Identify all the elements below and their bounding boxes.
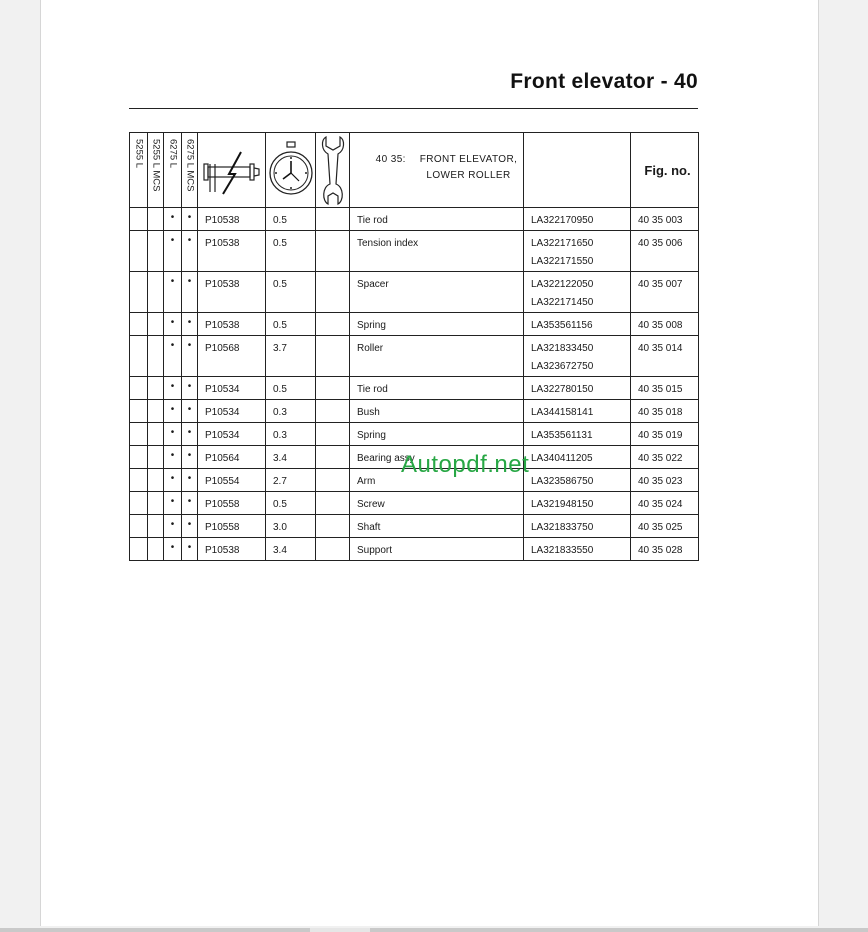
part-number: LA344158141 <box>531 407 594 418</box>
wrench-cell <box>316 538 350 561</box>
fig-number: 40 35 028 <box>631 538 699 561</box>
model-cell-6275-l: • <box>164 515 182 538</box>
model-cell-6275-l-mcs: • <box>182 377 198 400</box>
part-number: LA321833550 <box>531 545 594 556</box>
table-row <box>130 336 699 377</box>
model-cell-6275-l: • <box>164 469 182 492</box>
labour-time: 0.3 <box>266 400 316 423</box>
model-cell-5255-l <box>130 313 148 336</box>
labour-time: 3.4 <box>266 538 316 561</box>
model-cell-6275-l-mcs: • <box>182 208 198 231</box>
model-cell-5255-l <box>130 446 148 469</box>
part-number: LA322170950 <box>531 215 594 226</box>
model-cell-6275-l-mcs: • <box>182 231 198 272</box>
parts-table <box>129 132 699 561</box>
tool-icon <box>198 133 266 208</box>
labour-time: 0.5 <box>266 377 316 400</box>
part-description: Spring <box>350 423 524 446</box>
labour-time: 3.4 <box>266 446 316 469</box>
part-numbers <box>524 492 631 515</box>
model-column-header: 6275 L <box>164 133 182 208</box>
model-cell-5255-l <box>130 423 148 446</box>
model-cell-5255-l-mcs <box>148 272 164 313</box>
model-cell-6275-l-mcs: • <box>182 492 198 515</box>
model-cell-6275-l-mcs: • <box>182 446 198 469</box>
part-number: LA353561131 <box>531 430 593 441</box>
tool-number: P10538 <box>198 208 266 231</box>
section-title: 40 35: FRONT ELEVATOR, LOWER ROLLER <box>350 133 524 208</box>
model-cell-5255-l <box>130 538 148 561</box>
labour-time: 0.5 <box>266 231 316 272</box>
table-row <box>130 515 699 538</box>
model-cell-6275-l-mcs: • <box>182 313 198 336</box>
part-number: LA322171450 <box>531 297 594 308</box>
page-title: Front elevator - 40 <box>510 70 698 93</box>
wrench-cell <box>316 313 350 336</box>
title-divider <box>129 108 698 109</box>
part-number: LA321833450 <box>531 343 594 354</box>
wrench-cell <box>316 400 350 423</box>
model-cell-5255-l-mcs <box>148 469 164 492</box>
model-cell-5255-l-mcs <box>148 446 164 469</box>
model-cell-5255-l-mcs <box>148 400 164 423</box>
fig-number: 40 35 019 <box>631 423 699 446</box>
model-cell-5255-l-mcs <box>148 313 164 336</box>
model-cell-5255-l <box>130 400 148 423</box>
part-numbers <box>524 400 631 423</box>
model-cell-6275-l: • <box>164 400 182 423</box>
tool-number: P10538 <box>198 272 266 313</box>
part-numbers <box>524 377 631 400</box>
model-cell-5255-l-mcs <box>148 423 164 446</box>
model-column-header: 5255 L MCS <box>148 133 164 208</box>
model-cell-6275-l: • <box>164 377 182 400</box>
part-description: Tie rod <box>350 377 524 400</box>
model-cell-6275-l-mcs: • <box>182 336 198 377</box>
timer-icon <box>266 133 316 208</box>
horizontal-scrollbar[interactable] <box>0 928 868 932</box>
table-header-row <box>130 133 699 208</box>
part-description: Tie rod <box>350 208 524 231</box>
model-cell-6275-l-mcs: • <box>182 469 198 492</box>
part-description: Roller <box>350 336 524 377</box>
part-numbers <box>524 313 631 336</box>
labour-time: 3.7 <box>266 336 316 377</box>
model-cell-6275-l-mcs: • <box>182 400 198 423</box>
model-cell-5255-l-mcs <box>148 336 164 377</box>
tool-number: P10568 <box>198 336 266 377</box>
part-numbers <box>524 336 631 377</box>
part-number-header <box>524 133 631 208</box>
model-cell-5255-l-mcs <box>148 231 164 272</box>
part-description: Screw <box>350 492 524 515</box>
wrench-cell <box>316 492 350 515</box>
model-cell-5255-l-mcs <box>148 377 164 400</box>
document-page <box>40 0 819 926</box>
labour-time: 0.5 <box>266 208 316 231</box>
model-column-header: 6275 L MCS <box>182 133 198 208</box>
model-cell-6275-l: • <box>164 423 182 446</box>
part-description: Arm <box>350 469 524 492</box>
part-numbers <box>524 423 631 446</box>
wrench-cell <box>316 208 350 231</box>
tool-number: P10558 <box>198 515 266 538</box>
model-cell-5255-l <box>130 469 148 492</box>
model-cell-6275-l: • <box>164 231 182 272</box>
table-row <box>130 377 699 400</box>
tool-number: P10534 <box>198 377 266 400</box>
part-number: LA340411205 <box>531 453 593 464</box>
model-cell-6275-l-mcs: • <box>182 515 198 538</box>
watermark: Autopdf.net <box>401 451 530 478</box>
part-numbers <box>524 231 631 272</box>
model-cell-6275-l: • <box>164 446 182 469</box>
model-cell-5255-l-mcs <box>148 538 164 561</box>
parts-table-body <box>130 208 699 561</box>
tool-number: P10538 <box>198 313 266 336</box>
model-cell-5255-l <box>130 272 148 313</box>
part-description: Bush <box>350 400 524 423</box>
model-cell-5255-l <box>130 377 148 400</box>
table-row <box>130 272 699 313</box>
part-number: LA321833750 <box>531 522 594 533</box>
part-number: LA322780150 <box>531 384 594 395</box>
labour-time: 0.5 <box>266 492 316 515</box>
model-cell-6275-l: • <box>164 313 182 336</box>
table-row <box>130 208 699 231</box>
model-cell-6275-l: • <box>164 492 182 515</box>
table-row <box>130 400 699 423</box>
model-cell-5255-l-mcs <box>148 492 164 515</box>
fig-number: 40 35 003 <box>631 208 699 231</box>
tool-number: P10564 <box>198 446 266 469</box>
labour-time: 3.0 <box>266 515 316 538</box>
part-number: LA322171550 <box>531 256 594 267</box>
part-description: Support <box>350 538 524 561</box>
fig-number: 40 35 018 <box>631 400 699 423</box>
tool-number: P10534 <box>198 400 266 423</box>
model-cell-6275-l: • <box>164 272 182 313</box>
table-row <box>130 313 699 336</box>
tool-number: P10538 <box>198 538 266 561</box>
part-number: LA321948150 <box>531 499 594 510</box>
model-cell-5255-l <box>130 515 148 538</box>
model-cell-5255-l <box>130 208 148 231</box>
fig-number: 40 35 007 <box>631 272 699 313</box>
wrench-cell <box>316 515 350 538</box>
model-cell-6275-l-mcs: • <box>182 423 198 446</box>
tool-number: P10558 <box>198 492 266 515</box>
model-cell-5255-l <box>130 492 148 515</box>
part-description: Bearing assy <box>350 446 524 469</box>
labour-time: 0.3 <box>266 423 316 446</box>
fig-number: 40 35 023 <box>631 469 699 492</box>
wrench-cell <box>316 423 350 446</box>
wrench-icon <box>316 133 350 208</box>
model-cell-6275-l-mcs: • <box>182 538 198 561</box>
part-number: LA322122050 <box>531 279 594 290</box>
fig-number: 40 35 024 <box>631 492 699 515</box>
wrench-cell <box>316 231 350 272</box>
part-numbers <box>524 538 631 561</box>
tool-number: P10554 <box>198 469 266 492</box>
table-row <box>130 231 699 272</box>
part-numbers <box>524 469 631 492</box>
part-number: LA323586750 <box>531 476 594 487</box>
part-description: Spring <box>350 313 524 336</box>
table-row <box>130 538 699 561</box>
fig-number: 40 35 006 <box>631 231 699 272</box>
scrollbar-thumb[interactable] <box>310 928 370 932</box>
model-column-header: 5255 L <box>130 133 148 208</box>
part-description: Tension index <box>350 231 524 272</box>
part-numbers <box>524 515 631 538</box>
fig-number: 40 35 014 <box>631 336 699 377</box>
part-description: Spacer <box>350 272 524 313</box>
part-number: LA322171650 <box>531 238 594 249</box>
table-row <box>130 423 699 446</box>
wrench-cell <box>316 272 350 313</box>
model-cell-5255-l <box>130 336 148 377</box>
labour-time: 2.7 <box>266 469 316 492</box>
model-cell-6275-l-mcs: • <box>182 272 198 313</box>
wrench-cell <box>316 336 350 377</box>
wrench-cell <box>316 469 350 492</box>
part-numbers <box>524 208 631 231</box>
table-row <box>130 492 699 515</box>
wrench-cell <box>316 446 350 469</box>
fig-number: 40 35 015 <box>631 377 699 400</box>
part-number: LA353561156 <box>531 320 593 331</box>
labour-time: 0.5 <box>266 313 316 336</box>
fig-number: 40 35 025 <box>631 515 699 538</box>
model-cell-5255-l-mcs <box>148 208 164 231</box>
fig-number: 40 35 022 <box>631 446 699 469</box>
model-cell-6275-l: • <box>164 336 182 377</box>
part-description: Shaft <box>350 515 524 538</box>
tool-number: P10534 <box>198 423 266 446</box>
model-cell-5255-l-mcs <box>148 515 164 538</box>
wrench-cell <box>316 377 350 400</box>
part-number: LA323672750 <box>531 361 594 372</box>
part-numbers <box>524 272 631 313</box>
model-cell-6275-l: • <box>164 538 182 561</box>
model-cell-6275-l: • <box>164 208 182 231</box>
fig-no-header: Fig. no. <box>631 133 699 208</box>
fig-number: 40 35 008 <box>631 313 699 336</box>
part-numbers <box>524 446 631 469</box>
tool-number: P10538 <box>198 231 266 272</box>
model-cell-5255-l <box>130 231 148 272</box>
labour-time: 0.5 <box>266 272 316 313</box>
